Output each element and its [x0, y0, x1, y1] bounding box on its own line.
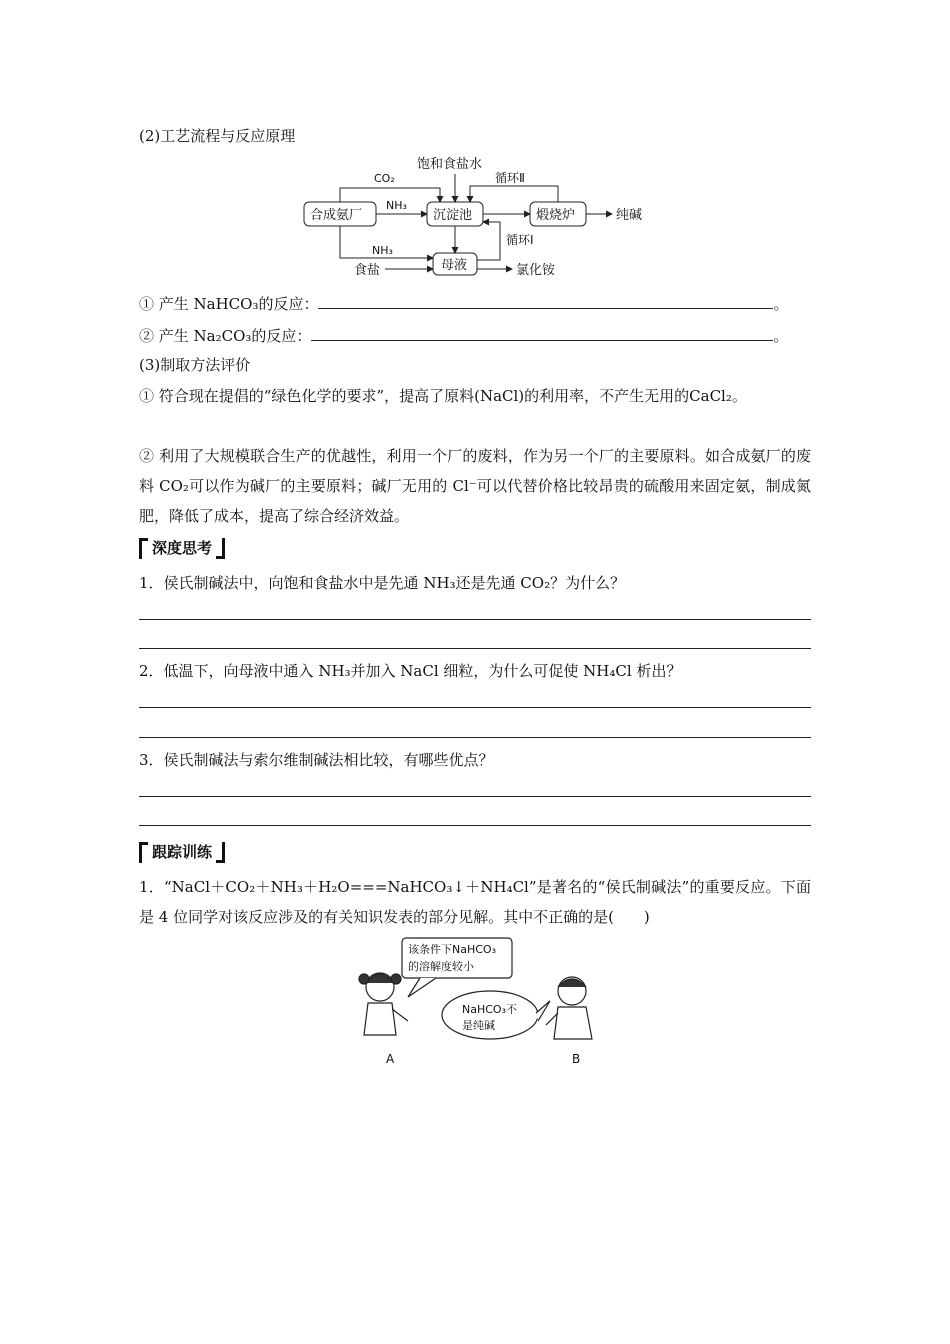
answer-line[interactable]: [139, 737, 811, 738]
label-a: A: [386, 1052, 395, 1066]
training-label: 跟踪训练: [152, 843, 213, 861]
bubble-b-line-2: 是纯碱: [462, 1019, 495, 1032]
training-heading: [139, 842, 225, 863]
student-cartoon: [350, 935, 600, 1070]
question-3: 3．侯氏制碱法与索尔维制碱法相比较，有哪些优点？: [139, 751, 494, 769]
soda-label: 纯碱: [616, 208, 643, 223]
section-3-title: (3)制取方法评价: [139, 356, 251, 374]
nh3-top-label: NH₃: [386, 199, 407, 212]
student-a-figure: [359, 973, 408, 1035]
bubble-b-line-1: NaHCO₃不: [462, 1003, 517, 1016]
bracket-right-icon: [216, 842, 225, 863]
evaluation-2: ② 利用了大规模联合生产的优越性，利用一个厂的废料，作为另一个厂的主要原料。如合成氨厂的废料 CO₂可以作为碱厂的主要原料；碱厂无用的 Cl⁻可以代替价格比较昂贵的硫酸用来固定氨，制成氮肥，降低了成本，提高了综合经济效益。: [139, 447, 811, 525]
co2-label: CO₂: [374, 172, 395, 185]
ammonium-chloride-label: 氯化铵: [516, 263, 556, 278]
salt-label: 食盐: [354, 263, 381, 278]
process-flow-diagram: [290, 152, 670, 284]
na2co3-reaction-line: [139, 326, 788, 346]
nahco3-reaction-prefix: ① 产生 NaHCO₃的反应：: [139, 295, 319, 313]
bubble-a-line-2: 的溶解度较小: [408, 960, 474, 973]
nh3-bottom-label: NH₃: [372, 244, 393, 257]
answer-line[interactable]: [139, 707, 811, 708]
calciner-label: 煅烧炉: [536, 208, 576, 223]
nahco3-reaction-line: [139, 294, 789, 314]
ammonia-plant-label: 合成氨厂: [310, 208, 363, 223]
student-b-figure: [546, 977, 592, 1039]
answer-line[interactable]: [139, 796, 811, 797]
na2co3-answer-blank[interactable]: [311, 326, 773, 341]
label-b: B: [572, 1052, 581, 1066]
section-2-title: (2)工艺流程与反应原理: [139, 127, 296, 145]
bracket-left-icon: [139, 842, 148, 863]
deep-thinking-label: 深度思考: [152, 539, 213, 557]
question-2: 2．低温下，向母液中通入 NH₃并加入 NaCl 细粒，为什么可促使 NH₄Cl 析出？: [139, 662, 682, 680]
saturated-brine-label: 饱和食盐水: [417, 157, 483, 172]
nahco3-end: 。: [773, 295, 789, 313]
deep-thinking-heading: [139, 538, 225, 559]
answer-line[interactable]: [139, 648, 811, 649]
settling-tank-label: 沉淀池: [433, 208, 473, 223]
cycle1-label: 循环Ⅰ: [506, 233, 534, 247]
bubble-a-line-1: 该条件下NaHCO₃: [408, 943, 496, 956]
bracket-left-icon: [139, 538, 148, 559]
evaluation-1: ① 符合现在提倡的“绿色化学的要求”，提高了原料(NaCl)的利用率，不产生无用的CaCl₂。: [139, 387, 747, 405]
cycle2-label: 循环Ⅱ: [495, 171, 525, 185]
mother-liquor-label: 母液: [441, 258, 468, 273]
na2co3-end: 。: [773, 327, 789, 345]
question-1: 1．侯氏制碱法中，向饱和食盐水中是先通 NH₃还是先通 CO₂？为什么？: [139, 574, 626, 592]
bracket-right-icon: [216, 538, 225, 559]
answer-line[interactable]: [139, 619, 811, 620]
answer-line[interactable]: [139, 825, 811, 826]
exercise-1: 1．“NaCl＋CO₂＋NH₃＋H₂O===NaHCO₃↓＋NH₄Cl”是著名的“侯氏制碱法”的重要反应。下面是 4 位同学对该反应涉及的有关知识发表的部分见解。其中不正确的是( ): [139, 878, 811, 926]
nahco3-answer-blank[interactable]: [318, 294, 773, 309]
na2co3-reaction-prefix: ② 产生 Na₂CO₃的反应：: [139, 327, 312, 345]
